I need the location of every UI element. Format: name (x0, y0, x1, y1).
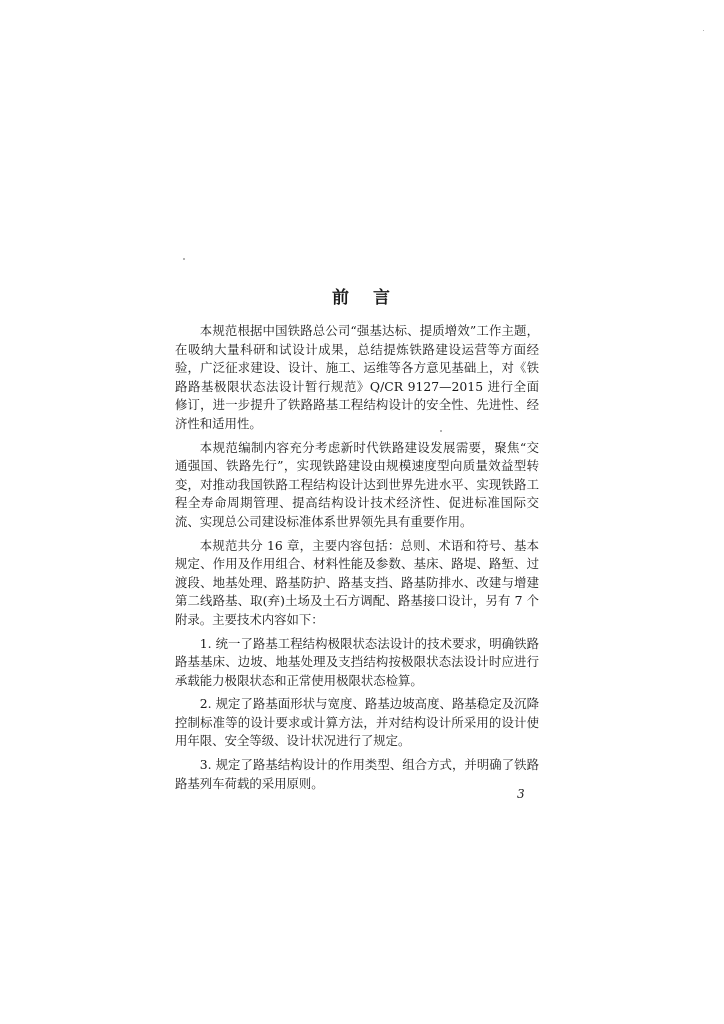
paragraph-6: 3. 规定了路基结构设计的作用类型、组合方式，并明确了铁路路基列车荷载的采用原则。 (175, 757, 539, 791)
preface-body (175, 322, 539, 798)
scan-speck (703, 30, 704, 31)
page-title (0, 286, 724, 310)
title-char-1: 前 (332, 288, 351, 308)
paragraph-5: 2. 规定了路基面形状与宽度、路基边坡高度、路基稳定及沉降控制标准等的设计要求或计算方法，并对结构设计所采用的设计使用年限、安全等级、设计状况进行了规定。 (175, 696, 539, 749)
scan-speck (183, 258, 185, 260)
paragraph-1: 本规范根据中国铁路总公司“强基达标、提质增效”工作主题，在吸纳大量科研和试设计成果，总结提炼铁路建设运营等方面经验，广泛征求建设、设计、施工、运维等各方意见基础上，对《铁路路基极限状态法设计暂行规范》Q/CR 9127—2015 进行全面修订，进一步提升了铁路路基工程结构设计的安全性、先进性、经济性和适用性。 (175, 323, 539, 431)
page-number: 3 (517, 787, 525, 801)
paragraph-3: 本规范共分 16 章，主要内容包括：总则、术语和符号、基本规定、作用及作用组合、材料性能及参数、基床、路堤、路堑、过渡段、地基处理、路基防护、路基支挡、路基防排水、改建与增建第二线路基、取(弃)土场及土石方调配、路基接口设计，另有 7 个附录。主要技术内容如下： (175, 537, 539, 627)
paragraph-4: 1. 统一了路基工程结构极限状态法设计的技术要求，明确铁路路基基床、边坡、地基处理及支挡结构按极限状态法设计时应进行承载能力极限状态和正常使用极限状态检算。 (175, 635, 539, 688)
scan-speck (440, 430, 442, 432)
title-char-2: 言 (373, 288, 392, 308)
paragraph-2: 本规范编制内容充分考虑新时代铁路建设发展需要，聚焦“交通强国、铁路先行”，实现铁路建设由规模速度型向质量效益型转变，对推动我国铁路工程结构设计达到世界先进水平、实现铁路工程全寿命周期管理、提高结构设计技术经济性、促进标准国际交流、实现总公司建设标准体系世界领先具有重要作用。 (175, 439, 539, 529)
